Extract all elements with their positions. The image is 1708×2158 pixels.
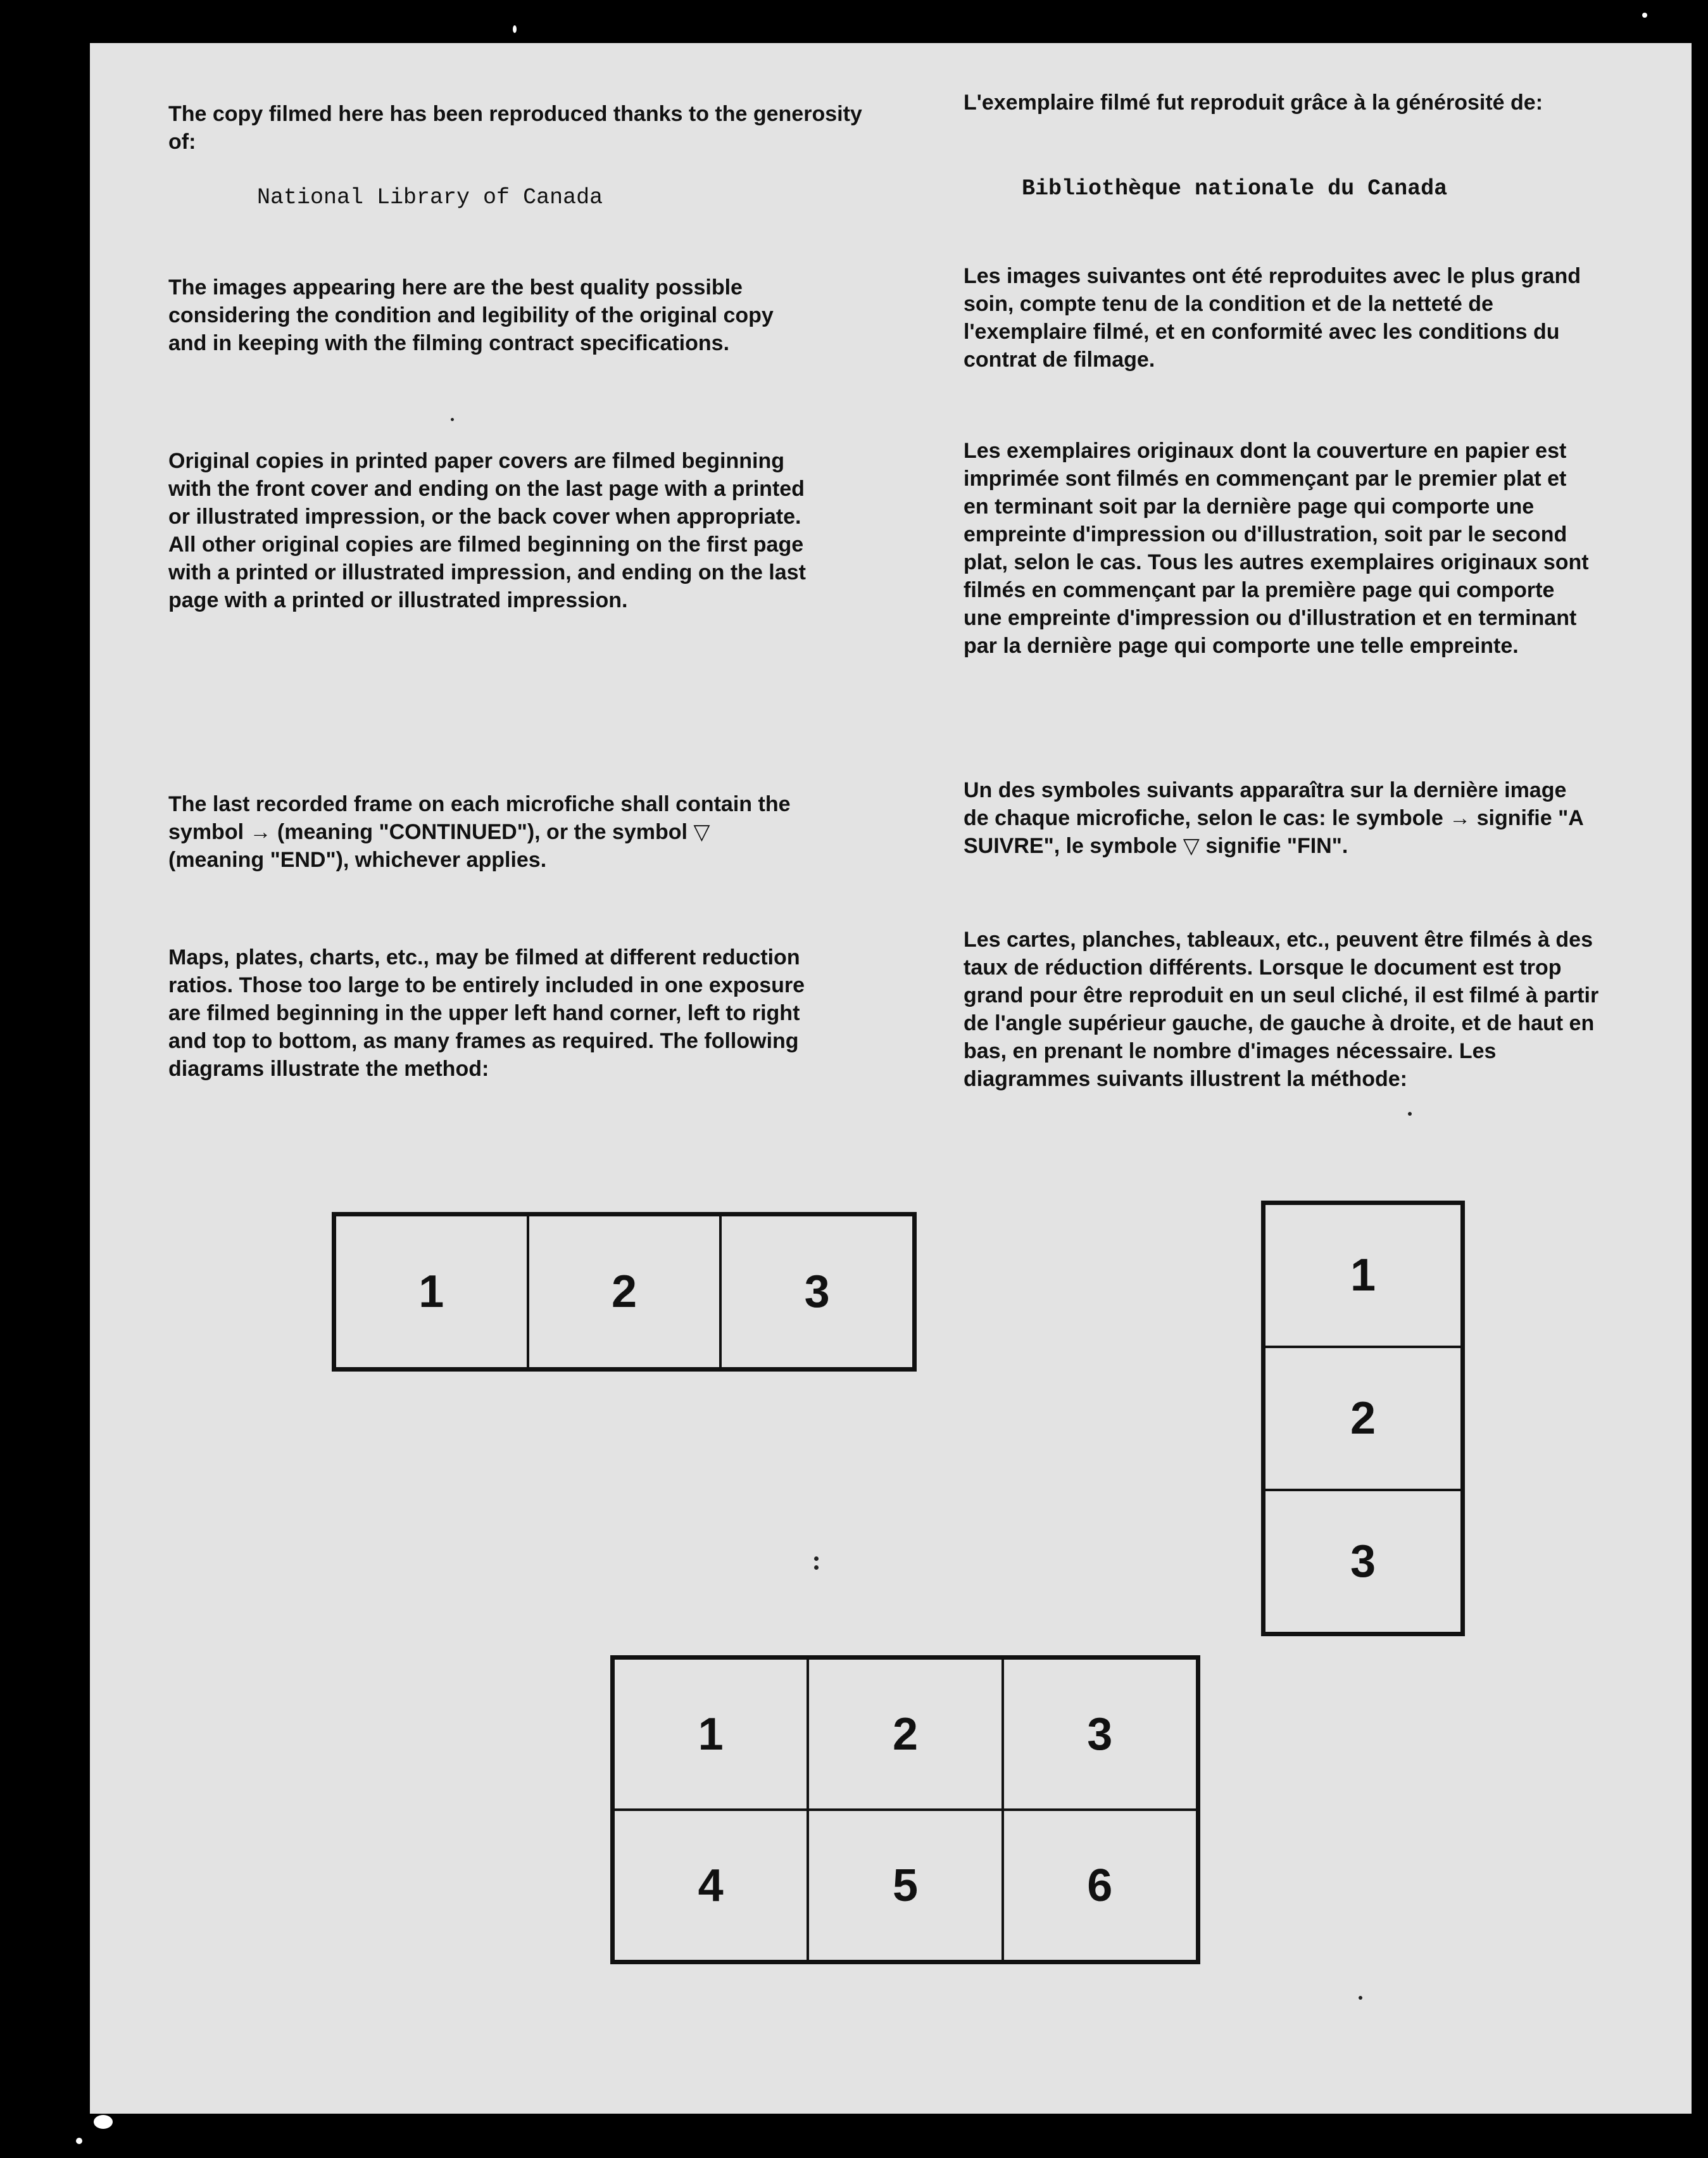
diagram-horizontal-cell: 1: [335, 1215, 528, 1368]
french-originals-paragraph: Les exemplaires originaux dont la couverture en papier est imprimée sont filmés en commençant par le premier plat et en terminant soit par la dernière page qui comporte une empreinte d'impression ou d'illustration, soit par le second plat, selon le cas. Tous les autres exemplaires originaux sont filmés en commençant par la première page qui comporte une empreinte d'impression ou d'illustration et en terminant par la dernière page qui comporte une telle empreinte.: [964, 439, 1589, 658]
diagram-grid: [610, 1655, 1200, 1964]
film-speck: [1359, 1996, 1362, 2000]
diagram-grid-cell: 5: [808, 1810, 1002, 1961]
film-speck: [1408, 1112, 1412, 1116]
diagram-grid-cell: 6: [1003, 1810, 1197, 1961]
diagram-horizontal-cell: 3: [720, 1215, 914, 1368]
film-speck: [1642, 13, 1647, 18]
diagram-vertical-cell: 1: [1264, 1204, 1462, 1347]
english-quality-paragraph: The images appearing here are the best quality possible considering the condition and legibility of the original copy and in keeping with the filming contract specifications.: [168, 275, 774, 355]
french-maps-paragraph: Les cartes, planches, tableaux, etc., peuvent être filmés à des taux de réduction différents. Lorsque le document est trop grand pour être reproduit en un seul cliché, il est filmé à partir de l'angle supérieur gauche, de gauche à droite, et de haut en bas, en prenant le nombre d'images nécessaire. Les diagrammes suivants illustrent la méthode:: [964, 928, 1599, 1091]
diagram-horizontal-cell: 2: [528, 1215, 721, 1368]
diagram-grid-cell: 4: [613, 1810, 808, 1961]
english-intro: The copy filmed here has been reproduced thanks to the generosity of:: [168, 102, 862, 154]
french-symbols-paragraph: Un des symboles suivants apparaîtra sur la dernière image de chaque microfiche, selon le cas: le symbole → signifie "A SUIVRE", le symbole ▽ signifie "FIN".: [964, 778, 1583, 858]
film-speck: [76, 2138, 82, 2144]
film-speck: [814, 1565, 819, 1570]
diagram-horizontal: [332, 1212, 917, 1372]
diagram-vertical-cell: 3: [1264, 1490, 1462, 1633]
diagram-grid-cell: 2: [808, 1658, 1002, 1810]
french-library-name: Bibliothèque nationale du Canada: [1022, 176, 1448, 201]
film-speck: [94, 2115, 113, 2129]
english-originals-paragraph: Original copies in printed paper covers are filmed beginning with the front cover and ending on the last page with a printed or illustrated impression, or the back cover when appropriate. All other original copies are filmed beginning on the first page with a printed or illustrated impression, and ending on the last page with a printed or illustrated impression.: [168, 449, 806, 612]
diagram-vertical: [1261, 1201, 1465, 1636]
film-speck: [814, 1556, 819, 1561]
film-speck: [513, 25, 517, 33]
french-quality-paragraph: Les images suivantes ont été reproduites avec le plus grand soin, compte tenu de la condition et de la netteté de l'exemplaire filmé, et en conformité avec les conditions du contrat de filmage.: [964, 264, 1581, 372]
diagram-vertical-cell: 2: [1264, 1347, 1462, 1490]
english-symbols-paragraph: The last recorded frame on each microfiche shall contain the symbol → (meaning "CONTINUED"), or the symbol ▽ (meaning "END"), whichever applies.: [168, 792, 791, 872]
film-speck: [451, 418, 454, 421]
english-library-name: National Library of Canada: [257, 185, 603, 210]
french-intro: L'exemplaire filmé fut reproduit grâce à la générosité de:: [964, 91, 1543, 115]
diagram-grid-cell: 1: [613, 1658, 808, 1810]
english-maps-paragraph: Maps, plates, charts, etc., may be filmed at different reduction ratios. Those too large to be entirely included in one exposure are filmed beginning in the upper left hand corner, left to right and top to bottom, as many frames as required. The following diagrams illustrate the method:: [168, 945, 805, 1081]
diagram-grid-cell: 3: [1003, 1658, 1197, 1810]
